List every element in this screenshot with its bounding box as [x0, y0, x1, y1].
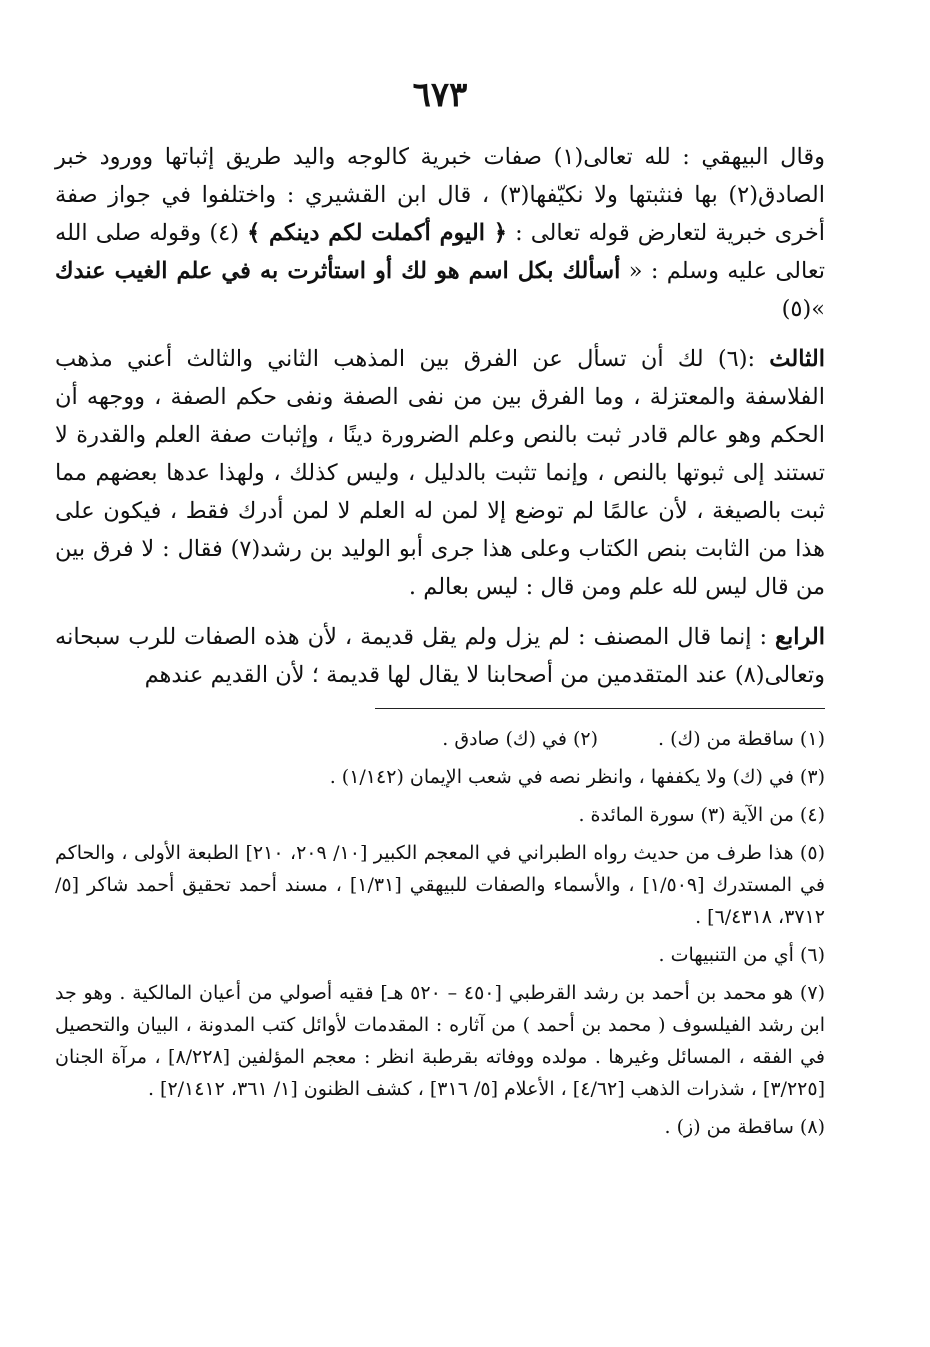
footnote-4: (٤) من الآية (٣) سورة المائدة . — [578, 804, 825, 826]
main-text — [55, 138, 825, 694]
paragraph-2 — [55, 340, 825, 606]
text-run: صفات خبرية كالوجه واليد طريق إثباتها وورود خبر الصادق — [55, 144, 825, 208]
footnote-row — [55, 723, 825, 761]
text-run: (٢) — [728, 182, 759, 208]
text-run: (٧) — [230, 536, 261, 562]
paragraph-3 — [55, 618, 825, 694]
footnote-divider — [375, 708, 825, 709]
text-run: : إنما قال المصنف : لم يزل ولم يقل قديمة ، لأن هذه الصفات للرب سبحانه وتعالى — [55, 624, 825, 688]
page-number: ٦٧٣ — [412, 75, 468, 115]
bold-run: الرابع — [774, 624, 825, 650]
text-run: :(٦) لك أن تسأل عن الفرق بين المذهب الثاني والثالث أعني مذهب الفلاسفة والمعتزلة ، وما الفرق بين من نفى الصفة ونفى حكم الصفة ، ووجهه أن الحكم وهو عالم قادر ثبت بالنص وعلم الضرورة دينًا ، وإثبات صفة العلم والقدرة لا تستند إلى ثبوتها بالنص ، وإنما تثبت بالدليل ، وليس كذلك ، ولهذا عدها بعضهم مما ثبت بالصيغة ، لأن عالمًا لم توضع إلا لمن له العلم لا لمن أدرك فقط ، فيكون على هذا من الثابت بنص الكتاب وعلى هذا جرى أبو الوليد بن رشد — [55, 346, 825, 562]
paragraph-1 — [55, 138, 825, 328]
text-run: (١) — [553, 144, 584, 170]
bold-run: أسألك بكل اسم هو لك أو استأثرت به في علم الغيب عندك — [55, 258, 621, 284]
book-page — [55, 70, 825, 1149]
text-run: بها فنثبتها ولا نكيّفها — [529, 182, 729, 208]
footnotes — [55, 723, 825, 1143]
text-run: (٣) — [499, 182, 530, 208]
text-run: (٨) — [734, 662, 765, 688]
footnote-7: (٧) هو محمد بن أحمد بن رشد القرطبي [٤٥٠ – ٥٢٠ هـ] فقيه أصولي من أعيان المالكية . وهو جد ابن رشد الفيلسوف ( محمد بن أحمد ) من آثاره : المقدمات لأوائل كتب المدونة ، البيان والتحصيل في الفقه ، المسائل وغيرها . مولده ووفاته بقرطبة انظر : معجم المؤلفين [٨/٢٢٨] ، مرآة الجنان [٣/٢٢٥] ، شذرات الذهب [٤/٦٢] ، الأعلام [٥/ ٣١٦] ، كشف الظنون [١/ ٣٦١، ٢/١٤١٢] . — [55, 982, 825, 1100]
footnote-8: (٨) ساقطة من (ز) . — [664, 1116, 825, 1138]
text-run: ، قال ابن القشيري : واختلفوا في جواز صفة أخرى خبرية لتعارض قوله تعالى : — [55, 182, 825, 246]
text-run: فقال : لا فرق بين من قال ليس لله علم ومن قال : ليس بعالم . — [55, 536, 825, 600]
footnote-3: (٣) في (ك) ولا يكففها ، وانظر نصه في شعب الإيمان (١/١٤٢) . — [329, 766, 825, 788]
text-run: وقال البيهقي : لله تعالى — [583, 144, 825, 170]
bold-run: ﴿ اليوم أكملت لكم دينكم ﴾ — [247, 220, 507, 246]
footnote-1: (١) ساقطة من (ك) . — [658, 728, 825, 750]
footnote-6: (٦) أي من التنبيهات . — [658, 944, 825, 966]
footnote-2: (٢) في (ك) صادق . — [442, 728, 599, 750]
text-run: عند المتقدمين من أصحابنا لا يقال لها قديمة ؛ لأن القديم عندهم — [144, 662, 735, 688]
bold-run: الثالث — [769, 346, 825, 372]
text-run: »(٥) — [781, 296, 825, 322]
footnote-5: (٥) هذا طرف من حديث رواه الطبراني في المعجم الكبير [١٠/ ٢٠٩، ٢١٠] الطبعة الأولى ، والحاكم في المستدرك [١/٥٠٩] ، والأسماء والصفات للبيهقي [١/٣١] ، مسند أحمد تحقيق أحمد شاكر [٥/ ٣٧١٢، ٦/٤٣١٨] . — [55, 842, 825, 928]
text-run: (٤) وقوله صلى الله تعالى عليه وسلم : « — [55, 220, 825, 284]
